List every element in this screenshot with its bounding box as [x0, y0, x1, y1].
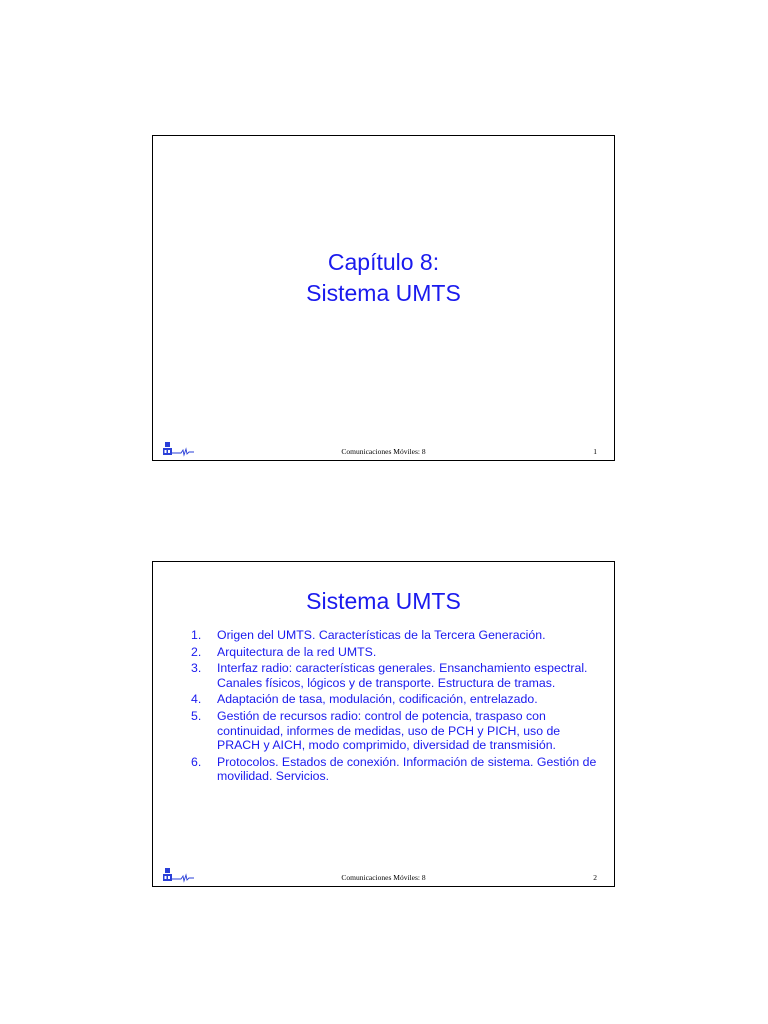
list-item: [191, 709, 600, 753]
list-item-text: Protocolos. Estados de conexión. Información de sistema. Gestión de movilidad. Servicios.: [217, 754, 597, 784]
list-item-number: 2.: [191, 644, 202, 659]
slide-1-footer: [153, 441, 614, 457]
slide-1-footer-text: Comunicaciones Móviles: 8: [341, 447, 426, 456]
list-item-text: Arquitectura de la red UMTS.: [217, 644, 377, 659]
outline-list: [191, 628, 600, 786]
slide-1-title: [153, 247, 614, 309]
slide-1-title-line1: Capítulo 8:: [327, 249, 440, 275]
list-item-text: Origen del UMTS. Características de la Tercera Generación.: [217, 628, 546, 642]
slide-2-page-number: 2: [593, 873, 597, 882]
list-item: [191, 692, 600, 707]
slide-2-footer-text: Comunicaciones Móviles: 8: [341, 873, 426, 882]
slide-1-title-line2: Sistema UMTS: [306, 280, 461, 306]
list-item: [191, 755, 600, 784]
slide-2-title: Sistema UMTS: [306, 588, 461, 614]
slide-1-page-number: 1: [593, 447, 597, 456]
list-item-number: 3.: [191, 661, 202, 676]
slide-2-footer: [153, 867, 614, 883]
list-item-text: Gestión de recursos radio: control de potencia, traspaso con continuidad, informes de medidas, uso de PCH y PICH, uso de PRACH y AICH, modo comprimido, diversidad de transmisión.: [217, 708, 561, 753]
list-item-number: 1.: [191, 628, 202, 642]
list-item: [191, 628, 600, 643]
list-item-text: Adaptación de tasa, modulación, codificación, entrelazado.: [217, 692, 538, 707]
slide-1: [152, 135, 615, 461]
list-item-text: Interfaz radio: características generales. Ensanchamiento espectral. Canales físicos, lógicos y de transporte. Estructura de tramas.: [217, 661, 588, 690]
list-item-number: 4.: [191, 692, 202, 707]
list-item-number: 5.: [191, 708, 202, 723]
list-item: [191, 645, 600, 660]
list-item-number: 6.: [191, 754, 202, 769]
list-item: [191, 661, 600, 690]
slide-2: [152, 561, 615, 887]
